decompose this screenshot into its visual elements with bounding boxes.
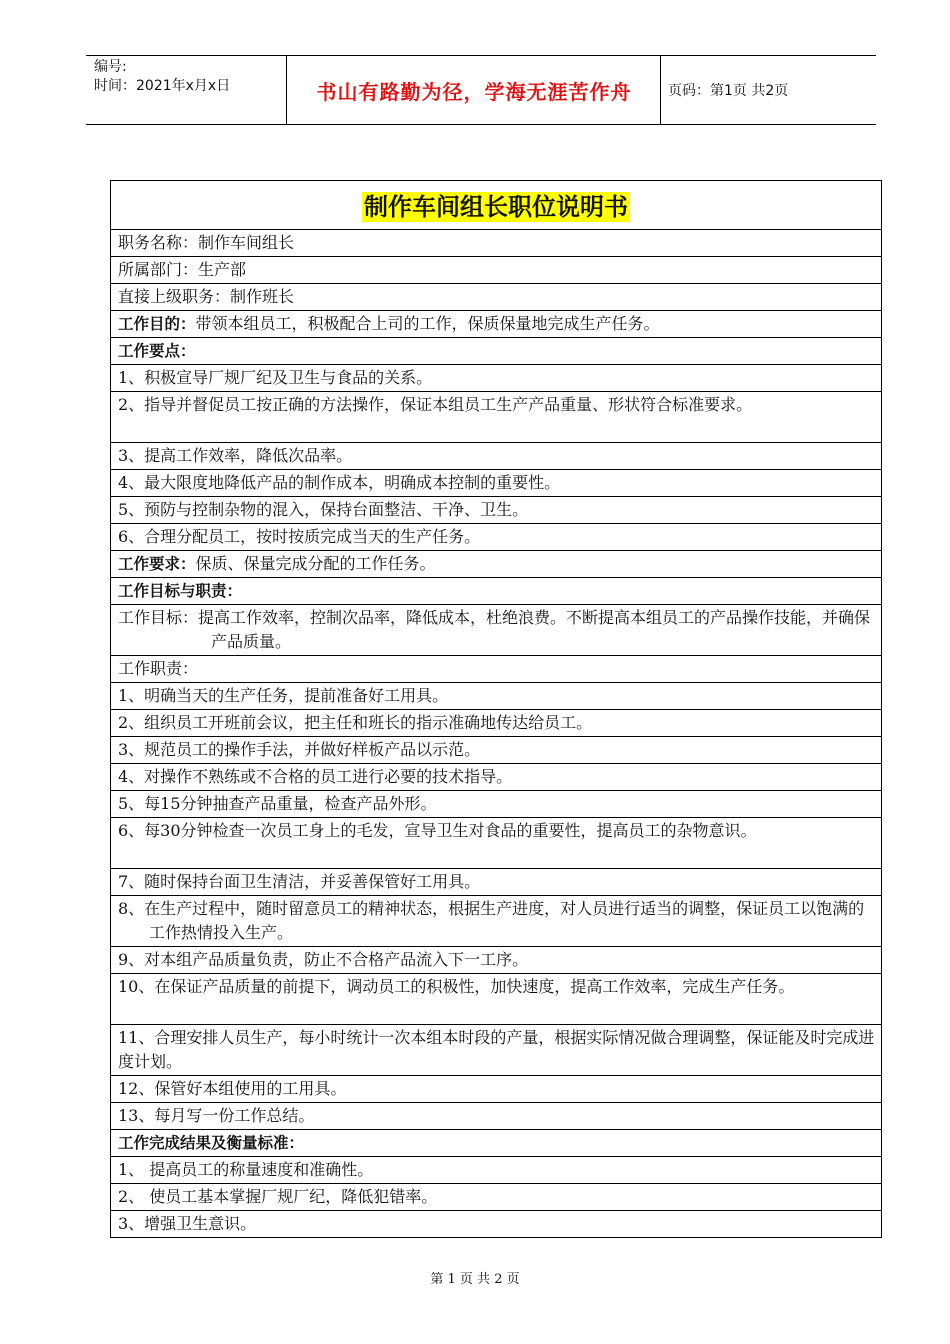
- work-goal: 工作目标：提高工作效率，控制次品率，降低成本，杜绝浪费。不断提高本组员工的产品操作技能，并确保产品质量。: [111, 605, 882, 656]
- header-page-info: 页码：第1页 共2页: [668, 83, 789, 99]
- job-name: 职务名称：制作车间组长: [111, 230, 882, 257]
- duty-item: 7、随时保持台面卫生清洁，并妥善保管好工用具。: [111, 869, 882, 896]
- result-item: 3、增强卫生意识。: [111, 1211, 882, 1238]
- key-point-item: 1、积极宣导厂规厂纪及卫生与食品的关系。: [111, 365, 882, 392]
- document-number-label: 编号:: [94, 59, 127, 75]
- duty-item: 11、合理安排人员生产，每小时统计一次本组本时段的产量，根据实际情况做合理调整，保证能及时完成进度计划。: [111, 1025, 882, 1076]
- key-point-item: 5、预防与控制杂物的混入，保持台面整洁、干净、卫生。: [111, 497, 882, 524]
- duty-item: 10、在保证产品质量的前提下，调动员工的积极性，加快速度，提高工作效率，完成生产任务。: [111, 974, 882, 1025]
- superior-position: 直接上级职务：制作班长: [111, 284, 882, 311]
- duty-item: 4、对操作不熟练或不合格的员工进行必要的技术指导。: [111, 764, 882, 791]
- results-label: 工作完成结果及衡量标准：: [111, 1130, 882, 1157]
- duty-item: 9、对本组产品质量负责，防止不合格产品流入下一工序。: [111, 947, 882, 974]
- work-purpose-label: 工作目的：: [118, 315, 196, 333]
- job-description-table: [110, 180, 882, 1238]
- duty-item: 2、组织员工开班前会议，把主任和班长的指示准确地传达给员工。: [111, 710, 882, 737]
- key-point-item: 6、合理分配员工，按时按质完成当天的生产任务。: [111, 524, 882, 551]
- work-purpose: [111, 311, 882, 338]
- document-time: 时间：2021年x月x日: [94, 78, 231, 94]
- key-points-label: 工作要点：: [111, 338, 882, 365]
- page-footer: 第 1 页 共 2 页: [430, 1272, 520, 1287]
- department: 所属部门：生产部: [111, 257, 882, 284]
- key-point-item: 4、最大限度地降低产品的制作成本，明确成本控制的重要性。: [111, 470, 882, 497]
- header-meta: [94, 58, 230, 96]
- title-cell: [111, 181, 882, 230]
- header-motto: 书山有路勤为径，学海无涯苦作舟: [316, 80, 632, 104]
- duty-item: 1、明确当天的生产任务，提前准备好工用具。: [111, 683, 882, 710]
- duty-item: 6、每30分钟检查一次员工身上的毛发，宣导卫生对食品的重要性，提高员工的杂物意识。: [111, 818, 882, 869]
- work-requirement: [111, 551, 882, 578]
- duty-item: 12、保管好本组使用的工用具。: [111, 1076, 882, 1103]
- goals-duties-label: 工作目标与职责：: [111, 578, 882, 605]
- duty-item: 5、每15分钟抽查产品重量，检查产品外形。: [111, 791, 882, 818]
- key-point-item: 3、提高工作效率，降低次品率。: [111, 443, 882, 470]
- result-item: 1、 提高员工的称量速度和准确性。: [111, 1157, 882, 1184]
- header-divider: [660, 56, 661, 124]
- duty-item: 8、在生产过程中，随时留意员工的精神状态，根据生产进度，对人员进行适当的调整，保证员工以饱满的工作热情投入生产。: [111, 896, 882, 947]
- duty-item: 13、每月写一份工作总结。: [111, 1103, 882, 1130]
- duties-label: 工作职责：: [111, 656, 882, 683]
- header-divider: [286, 56, 287, 124]
- work-requirement-text: 保质、保量完成分配的工作任务。: [195, 554, 436, 573]
- document-title: 制作车间组长职位说明书: [364, 193, 628, 221]
- page-header: [86, 55, 876, 125]
- result-item: 2、 使员工基本掌握厂规厂纪，降低犯错率。: [111, 1184, 882, 1211]
- key-point-item: 2、指导并督促员工按正确的方法操作，保证本组员工生产产品重量、形状符合标准要求。: [111, 392, 882, 443]
- work-purpose-text: 带领本组员工，积极配合上司的工作，保质保量地完成生产任务。: [195, 314, 660, 333]
- work-requirement-label: 工作要求：: [118, 555, 196, 573]
- duty-item: 3、规范员工的操作手法，并做好样板产品以示范。: [111, 737, 882, 764]
